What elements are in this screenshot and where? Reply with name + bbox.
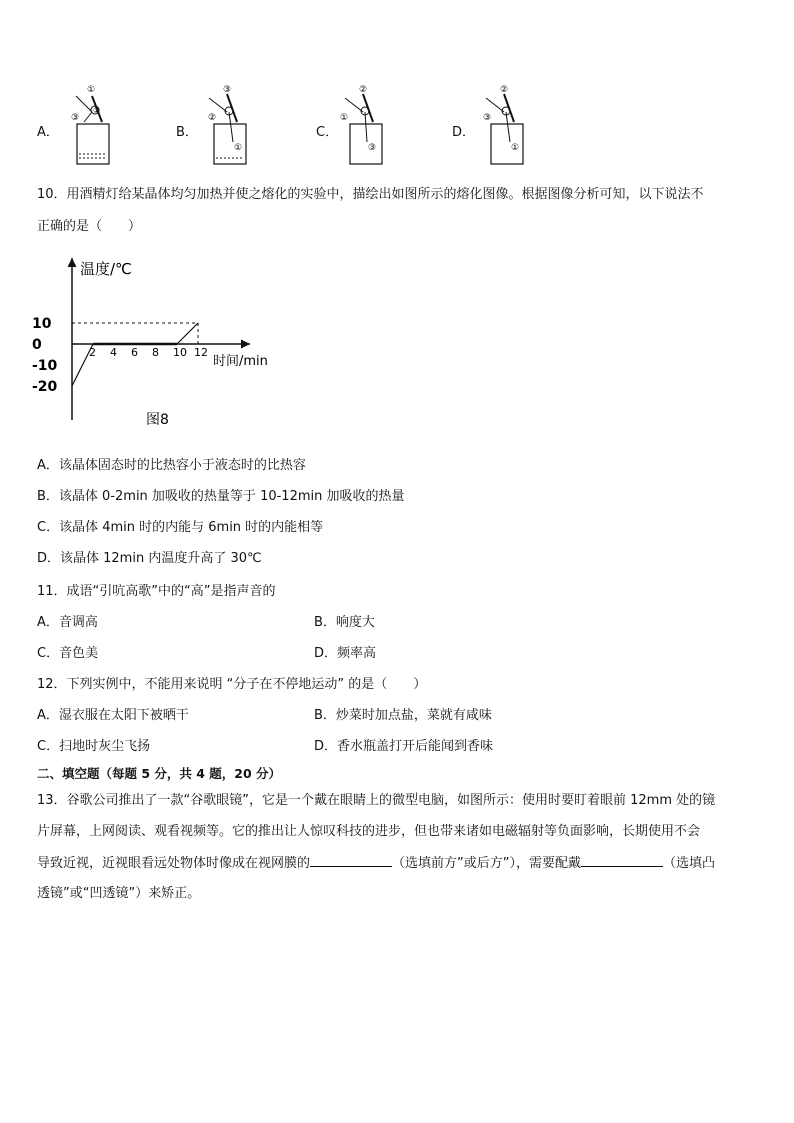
series-segment <box>177 323 198 344</box>
figure-caption: 图8 <box>146 412 169 428</box>
reflected-ray <box>84 112 92 122</box>
label-left: ① <box>340 113 349 123</box>
label-bottom: ① <box>511 143 520 153</box>
q12-option-b: B．炒菜时加点盐，菜就有咸味 <box>314 708 492 723</box>
label-bottom: ③ <box>368 143 377 153</box>
q13-line2: 片屏幕，上网阅读、观看视频等。它的推出让人惊叹科技的进步，但也带来诸如电磁辐射等负面影响，长期使用不会 <box>37 824 701 839</box>
q10-option-b: B．该晶体 0-2min 加吸收的热量等于 10-12min 加吸收的热量 <box>37 489 405 504</box>
incident-ray <box>345 98 363 112</box>
label-left: ③ <box>71 113 80 123</box>
q12-stem: 12．下列实例中，不能用来说明 “分子在不停地运动” 的是（ ） <box>37 677 427 692</box>
x-axis-label: 时间/min <box>213 354 268 369</box>
q11-option-c: C．音色美 <box>37 646 99 661</box>
y-tick-label: -20 <box>32 379 58 395</box>
q11-option-b: B．响度大 <box>314 615 375 630</box>
x-ticks <box>89 346 208 359</box>
q11-stem: 11．成语“引吭高歌”中的“高”是指声音的 <box>37 584 276 599</box>
incident-ray <box>486 98 504 112</box>
q12-option-d: D．香水瓶盖打开后能闻到香味 <box>314 739 494 754</box>
x-tick-label: 4 <box>110 346 117 359</box>
q13-line3-text-a: 导致近视，近视眼看远处物体时像成在视网膜的 <box>37 856 311 871</box>
q13-line3-text-c: （选填凸 <box>663 856 716 871</box>
y-tick-label: 0 <box>32 337 42 353</box>
y-ticks <box>32 316 58 395</box>
q13-line3-text-b: （选填前方”或后方”），需要配戴 <box>392 856 581 871</box>
q9-option-c-letter: C． <box>316 125 339 140</box>
q12-option-c: C．扫地时灰尘飞扬 <box>37 739 151 754</box>
q13-line4: 透镜”或“凹透镜”）来矫正。 <box>37 886 201 901</box>
refracted-ray <box>506 112 510 142</box>
series-segment <box>72 344 93 386</box>
label-top: ① <box>87 85 96 95</box>
q9-option-b-figure <box>199 82 259 170</box>
q13-line1: 13．谷歌公司推出了一款“谷歌眼镜”，它是一个戴在眼睛上的微型电脑，如图所示：使用时要盯着眼前 12mm 处的镜 <box>37 793 716 808</box>
x-tick-label: 2 <box>89 346 96 359</box>
q9-option-c-figure <box>337 82 397 170</box>
x-tick-label: 10 <box>173 346 187 359</box>
q11-option-a: A．音调高 <box>37 615 98 630</box>
label-bottom: ① <box>234 143 243 153</box>
incident-ray <box>209 98 227 112</box>
label-left: ② <box>208 113 217 123</box>
y-tick-label: 10 <box>32 316 52 332</box>
q9-option-a-letter: A． <box>37 125 59 140</box>
q11-option-d: D．频率高 <box>314 646 377 661</box>
y-axis-label: 温度/℃ <box>80 260 132 278</box>
incident-ray <box>76 96 92 112</box>
answer-blank-1[interactable] <box>310 854 392 867</box>
label-left: ③ <box>483 113 492 123</box>
x-tick-label: 12 <box>194 346 208 359</box>
q10-option-c: C．该晶体 4min 时的内能与 6min 时的内能相等 <box>37 520 324 535</box>
section-heading: 二、填空题（每题 5 分，共 4 题，20 分） <box>37 766 282 781</box>
q12-option-a: A．湿衣服在太阳下被晒干 <box>37 708 189 723</box>
x-tick-label: 8 <box>152 346 159 359</box>
q9-option-b-letter: B． <box>176 125 198 140</box>
melting-graph <box>30 252 290 432</box>
label-mid: ② <box>93 106 101 115</box>
x-tick-label: 6 <box>131 346 138 359</box>
q10-option-a: A．该晶体固态时的比热容小于液态时的比热容 <box>37 458 306 473</box>
q9-option-a-figure <box>62 82 122 170</box>
answer-blank-2[interactable] <box>581 854 663 867</box>
q9-option-d-figure <box>478 82 538 170</box>
label-top: ② <box>359 85 368 95</box>
label-top: ② <box>500 85 509 95</box>
label-top: ③ <box>223 85 232 95</box>
q9-option-d-letter: D． <box>452 125 476 140</box>
y-tick-label: -10 <box>32 358 58 374</box>
q10-stem-line2: 正确的是（ ） <box>37 219 142 234</box>
refracted-ray <box>229 112 233 142</box>
q10-option-d: D．该晶体 12min 内温度升高了 30℃ <box>37 551 262 566</box>
q13-line3 <box>37 854 715 873</box>
q10-stem-line1: 10．用酒精灯给某晶体均匀加热并使之熔化的实验中，描绘出如图所示的熔化图像。根据图像分析可知，以下说法不 <box>37 187 704 202</box>
refracted-ray <box>365 112 367 142</box>
